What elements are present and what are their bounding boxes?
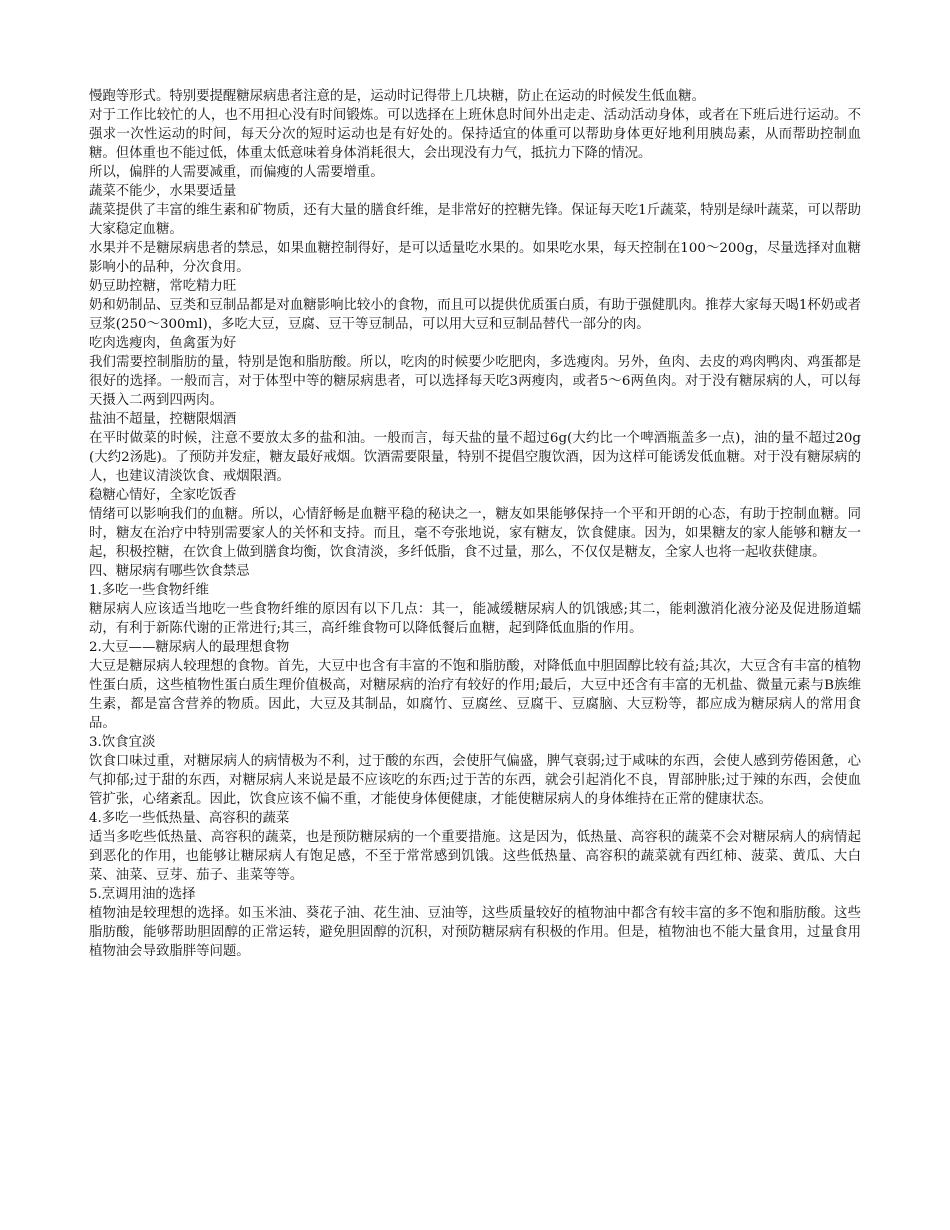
paragraph-exercise-continued: 慢跑等形式。特别要提醒糖尿病患者注意的是，运动时记得带上几块糖，防止在运动的时候发生低血糖。 [89,89,705,104]
subheading-soybean: 2.大豆——糖尿病人的最理想食物 [89,640,290,655]
paragraph-fiber: 糖尿病人应该适当地吃一些食物纤维的原因有以下几点：其一，能减缓糖尿病人的饥饿感;其二，能刺激消化液分泌及促进肠道蠕动，有利于新陈代谢的正常进行;其三，高纤维食物可以降低餐后血糖，起到降低血脂的作用。 [89,602,861,636]
heading-mood: 稳糖心情好，全家吃饭香 [89,488,237,503]
paragraph-soybean: 大豆是糖尿病人较理想的食物。首先，大豆中也含有丰富的不饱和脂肪酸，对降低血中胆固醇比较有益;其次，大豆含有丰富的植物性蛋白质，这些植物性蛋白质生理价值极高，对糖尿病的治疗有较好的作用;最后，大豆中还含有丰富的无机盐、微量元素与B族维生素，都是富含营养的物质。因此，大豆及其制品，如腐竹、豆腐丝、豆腐干、豆腐脑、大豆粉等，都应成为糖尿病人的常用食品。 [89,659,861,731]
paragraph-mood: 情绪可以影响我们的血糖。所以，心情舒畅是血糖平稳的秘诀之一，糖友如果能够保持一个平和开朗的心态，有助于控制血糖。同时，糖友在治疗中特别需要家人的关怀和支持。而且，毫不夸张地说，家有糖友，饮食健康。因为，如果糖友的家人能够和糖友一起，积极控糖，在饮食上做到膳食均衡，饮食清淡，多纤低脂，食不过量，那么，不仅仅是糖友，全家人也将一起收获健康。 [89,507,861,560]
paragraph-lean-meat: 我们需要控制脂肪的量，特别是饱和脂肪酸。所以，吃肉的时候要少吃肥肉，多选瘦肉。另外，鱼肉、去皮的鸡肉鸭肉、鸡蛋都是很好的选择。一般而言，对于体型中等的糖尿病患者，可以选择每天吃3两瘦肉，或者5～6两鱼肉。对于没有糖尿病的人，可以每天摄入二两到四两肉。 [89,355,861,408]
paragraph-salt-oil: 在平时做菜的时候，注意不要放太多的盐和油。一般而言，每天盐的量不超过6g(大约比一个啤酒瓶盖多一点)，油的量不超过20g(大约2汤匙)。了预防并发症，糖友最好戒烟。饮酒需要限量，特别不提倡空腹饮酒，因为这样可能诱发低血糖。对于没有糖尿病的人，也建议清淡饮食、戒烟限酒。 [89,431,861,484]
subheading-low-calorie-vegetables: 4.多吃一些低热量、高容积的蔬菜 [89,811,290,826]
subheading-fiber: 1.多吃一些食物纤维 [89,583,209,598]
subheading-cooking-oil: 5.烹调用油的选择 [89,887,196,902]
paragraph-weight: 所以，偏胖的人需要减重，而偏瘦的人需要增重。 [89,165,384,180]
paragraph-cooking-oil: 植物油是较理想的选择。如玉米油、葵花子油、花生油、豆油等，这些质量较好的植物油中都含有较丰富的多不饱和脂肪酸。这些脂肪酸，能够帮助胆固醇的正常运转，避免胆固醇的沉积，对预防糖尿病有积极的作用。但是，植物油也不能大量食用，过量食用植物油会导致脂胖等问题。 [89,906,861,959]
paragraph-milk-beans: 奶和奶制品、豆类和豆制品都是对血糖影响比较小的食物，而且可以提供优质蛋白质，有助于强健肌肉。推荐大家每天喝1杯奶或者豆浆(250～300ml)，多吃大豆，豆腐、豆干等豆制品，可以用大豆和豆制品替代一部分的肉。 [89,298,861,332]
paragraph-low-calorie-vegetables: 适当多吃些低热量、高容积的蔬菜，也是预防糖尿病的一个重要措施。这是因为，低热量、高容积的蔬菜不会对糖尿病人的病情起到恶化的作用，也能够让糖尿病人有饱足感，不至于常常感到饥饿。这些低热量、高容积的蔬菜就有西红柿、菠菜、黄瓜、大白菜、油菜、豆芽、茄子、韭菜等等。 [89,830,861,883]
heading-salt-oil: 盐油不超量，控糖限烟酒 [89,412,237,427]
section-heading-diet-taboos: 四、糖尿病有哪些饮食禁忌 [89,564,250,579]
paragraph-vegetables: 蔬菜提供了丰富的维生素和矿物质，还有大量的膳食纤维，是非常好的控糖先锋。保证每天吃1斤蔬菜，特别是绿叶蔬菜，可以帮助大家稳定血糖。 [89,203,861,237]
heading-milk-beans: 奶豆助控糖，常吃精力旺 [89,279,237,294]
document-body [89,87,861,961]
paragraph-busy-exercise: 对于工作比较忙的人，也不用担心没有时间锻炼。可以选择在上班休息时间外出走走、活动活动身体，或者在下班后进行运动。不强求一次性运动的时间，每天分次的短时运动也是有好处的。保持适宜的体重可以帮助身体更好地利用胰岛素，从而帮助控制血糖。但体重也不能过低，体重太低意味着身体消耗很大，会出现没有力气，抵抗力下降的情况。 [89,108,861,161]
heading-vegetables-fruit: 蔬菜不能少，水果要适量 [89,184,237,199]
paragraph-light-diet: 饮食口味过重，对糖尿病人的病情极为不利，过于酸的东西，会使肝气偏盛，脾气衰弱;过于咸味的东西，会使人感到劳倦困惫，心气抑郁;过于甜的东西，对糖尿病人来说是最不应该吃的东西;过于苦的东西，就会引起消化不良，胃部肿胀;过于辣的东西，会使血管扩张，心绪紊乱。因此，饮食应该不偏不重，才能使身体便健康，才能使糖尿病人的身体维持在正常的健康状态。 [89,754,861,807]
paragraph-fruit: 水果并不是糖尿病患者的禁忌，如果血糖控制得好，是可以适量吃水果的。如果吃水果，每天控制在100～200g，尽量选择对血糖影响小的品种，分次食用。 [89,241,861,275]
heading-lean-meat: 吃肉选瘦肉，鱼禽蛋为好 [89,336,237,351]
subheading-light-diet: 3.饮食宜淡 [89,735,156,750]
